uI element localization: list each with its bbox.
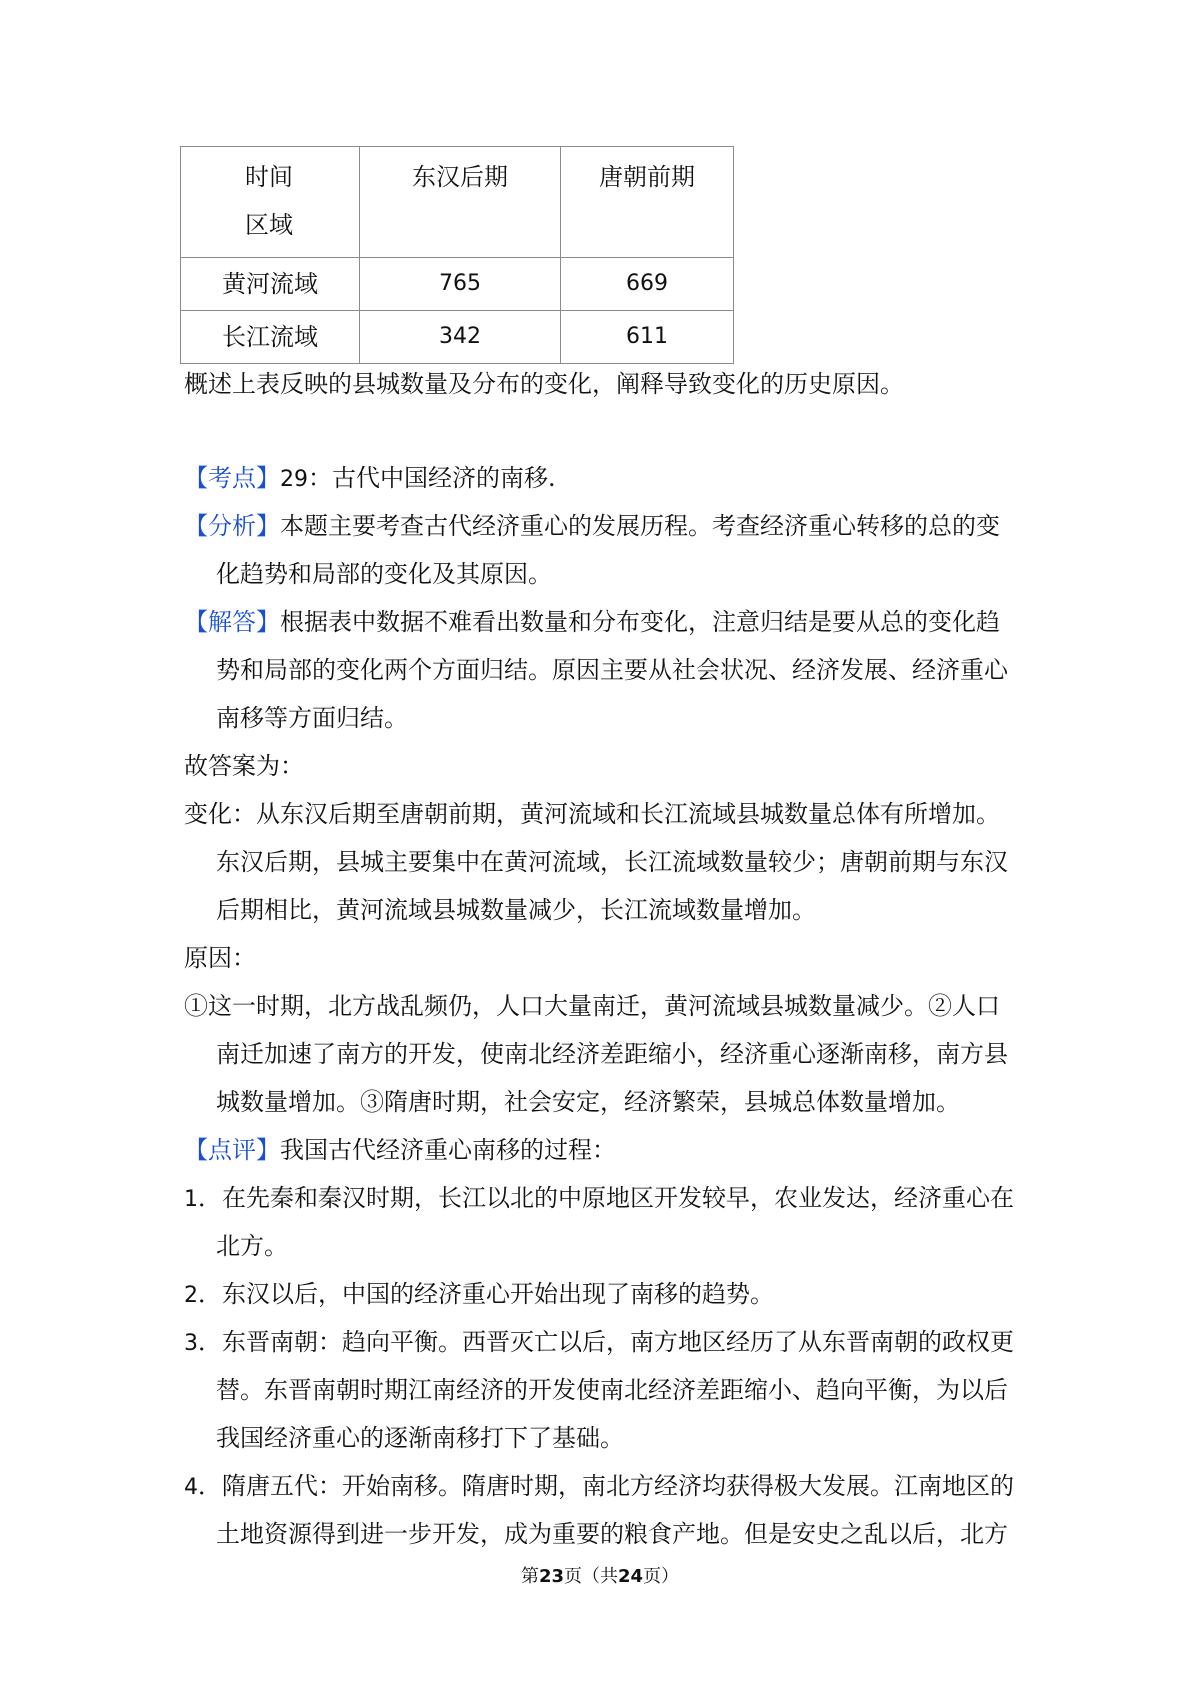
corner-time-label: 时间: [245, 163, 293, 191]
list-item: [184, 1322, 1014, 1357]
reason-line-1: ①这一时期，北方战乱频仍，人口大量南迁，黄河流域县城数量减少。②人口: [184, 992, 1000, 1020]
table-row: [181, 311, 734, 364]
value-cell: 669: [561, 258, 734, 311]
question-text: 概述上表反映的县城数量及分布的变化，阐释导致变化的历史原因。: [184, 370, 904, 398]
list-item: [184, 1274, 774, 1309]
jieda-line: [184, 602, 1000, 637]
fenxi-line-2: 化趋势和局部的变化及其原因。: [216, 560, 552, 588]
region-cell: 长江流域: [181, 311, 360, 364]
page-footer: [0, 1562, 1200, 1588]
reason-line-3: 城数量增加。③隋唐时期，社会安定，经济繁荣，县城总体数量增加。: [216, 1088, 960, 1116]
jieda-line-2: 势和局部的变化两个方面归结。原因主要从社会状况、经济发展、经济重心: [216, 656, 1008, 684]
list-item-continuation: 北方。: [216, 1232, 288, 1260]
footer-post: 页）: [643, 1566, 680, 1587]
region-cell: 黄河流域: [181, 258, 360, 311]
kaodian-line: [184, 458, 556, 493]
table-header-row: [181, 147, 734, 258]
list-number: 4: [184, 1475, 198, 1500]
reason-line-2: 南迁加速了南方的开发，使南北经济差距缩小，经济重心逐渐南移，南方县: [216, 1040, 1008, 1068]
table-corner-cell: [181, 147, 360, 258]
list-number: 2: [184, 1283, 198, 1308]
fenxi-tag: 【分析】: [184, 512, 280, 540]
fenxi-text: 本题主要考查古代经济重心的发展历程。考查经济重心转移的总的变: [280, 512, 1000, 540]
value-cell: 342: [360, 311, 561, 364]
kaodian-tag: 【考点】: [184, 464, 280, 492]
list-item-continuation: 替。东晋南朝时期江南经济的开发使南北经济差距缩小、趋向平衡，为以后: [216, 1376, 1008, 1404]
corner-region-label: 区域: [245, 211, 293, 239]
list-text: ．东晋南朝：趋向平衡。西晋灭亡以后，南方地区经历了从东晋南朝的政权更: [198, 1328, 1014, 1356]
list-number: 1: [184, 1187, 198, 1212]
change-line-1: 变化：从东汉后期至唐朝前期，黄河流域和长江流域县城数量总体有所增加。: [184, 800, 1000, 828]
answer-intro: 故答案为：: [184, 752, 304, 780]
list-item-continuation: 我国经济重心的逐渐南移打下了基础。: [216, 1424, 624, 1452]
table-row: [181, 258, 734, 311]
fenxi-line: [184, 506, 1000, 541]
dianping-tag: 【点评】: [184, 1136, 280, 1164]
list-text: ．在先秦和秦汉时期，长江以北的中原地区开发较早，农业发达，经济重心在: [198, 1184, 1014, 1212]
value-cell: 765: [360, 258, 561, 311]
change-line-3: 后期相比，黄河流域县城数量减少，长江流域数量增加。: [216, 896, 816, 924]
dianping-text: 我国古代经济重心南移的过程：: [280, 1136, 616, 1164]
footer-pre: 第: [520, 1566, 539, 1587]
dianping-line: [184, 1130, 616, 1165]
reason-label: 原因：: [184, 944, 256, 972]
list-text: ．东汉以后，中国的经济重心开始出现了南移的趋势。: [198, 1280, 774, 1308]
value-cell: 611: [561, 311, 734, 364]
footer-page-number: 23: [538, 1566, 564, 1587]
list-item: [184, 1466, 1014, 1501]
kaodian-text: ：古代中国经济的南移.: [308, 464, 556, 492]
list-text: ．隋唐五代：开始南移。隋唐时期，南北方经济均获得极大发展。江南地区的: [198, 1472, 1014, 1500]
jieda-line-3: 南移等方面归结。: [216, 704, 408, 732]
list-number: 3: [184, 1331, 198, 1356]
jieda-tag: 【解答】: [184, 608, 280, 636]
kaodian-number: 29: [280, 467, 308, 492]
header-late-eastern-han: 东汉后期: [360, 147, 561, 258]
footer-mid: 页（共: [564, 1566, 618, 1587]
list-item: [184, 1178, 1014, 1213]
header-early-tang: 唐朝前期: [561, 147, 734, 258]
list-item-continuation: 土地资源得到进一步开发，成为重要的粮食产地。但是安史之乱以后，北方: [216, 1520, 1008, 1548]
jieda-text: 根据表中数据不难看出数量和分布变化，注意归结是要从总的变化趋: [280, 608, 1000, 636]
change-line-2: 东汉后期，县城主要集中在黄河流域，长江流域数量较少；唐朝前期与东汉: [216, 848, 1008, 876]
county-data-table: [180, 146, 734, 364]
footer-total-pages: 24: [618, 1566, 644, 1587]
